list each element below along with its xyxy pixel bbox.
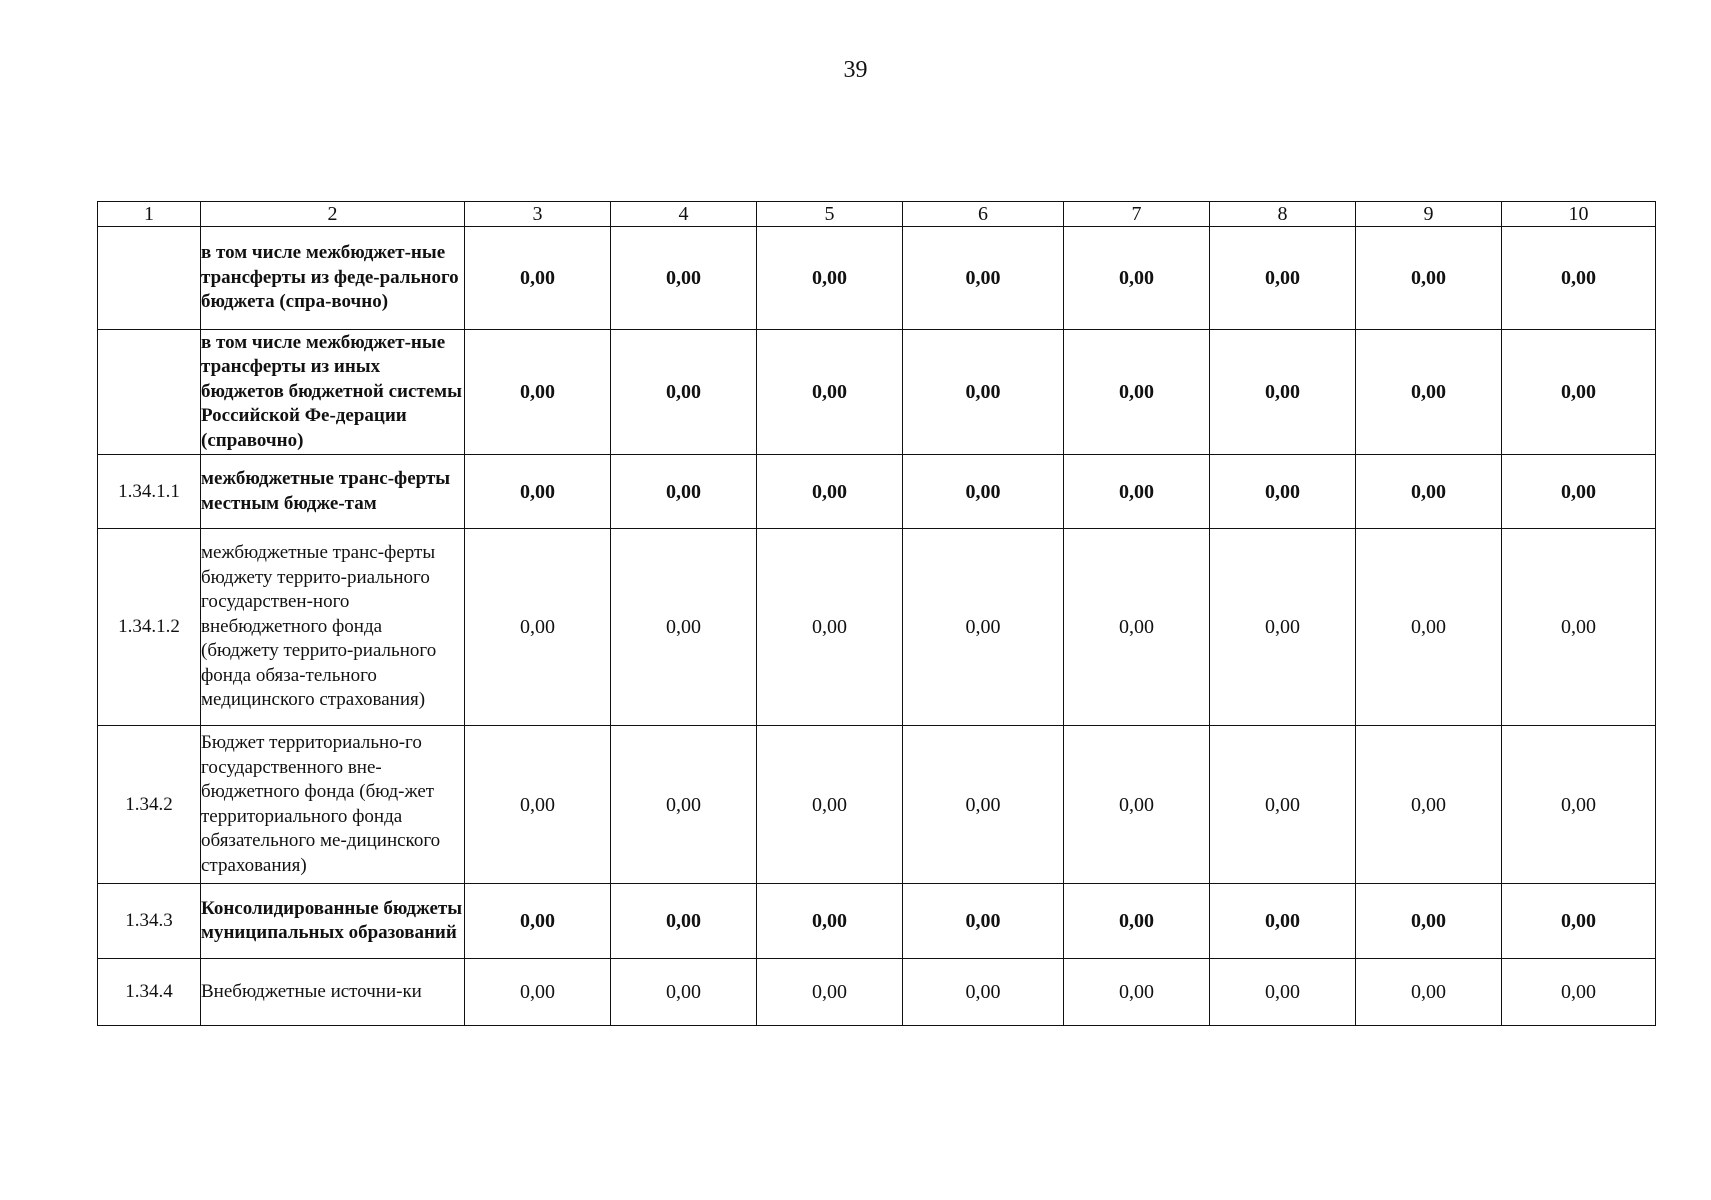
column-number-header: 4 [611,202,757,227]
value-cell: 0,00 [465,330,611,455]
table-row [98,884,1656,959]
column-number-header: 5 [757,202,903,227]
value-cell: 0,00 [465,227,611,330]
row-name-cell: Консолидированные бюджеты муниципальных образований [201,884,465,959]
value-cell: 0,00 [1064,529,1210,726]
table-row [98,455,1656,529]
value-cell: 0,00 [1064,959,1210,1026]
value-cell: 0,00 [1210,455,1356,529]
value-cell: 0,00 [465,455,611,529]
row-code-cell: 1.34.1.1 [98,455,201,529]
column-number-header: 3 [465,202,611,227]
value-cell: 0,00 [611,726,757,884]
value-cell: 0,00 [903,330,1064,455]
value-cell: 0,00 [1502,455,1656,529]
row-name-cell: межбюджетные транс-ферты бюджету террито-риального государствен-ного внебюджетного фонда (бюджету террито-риального фонда обяза-тельного медицинского страхования) [201,529,465,726]
column-number-header-row [98,202,1656,227]
value-cell: 0,00 [1356,227,1502,330]
value-cell: 0,00 [757,227,903,330]
value-cell: 0,00 [1356,726,1502,884]
row-name-cell: межбюджетные транс-ферты местным бюдже-там [201,455,465,529]
value-cell: 0,00 [903,455,1064,529]
value-cell: 0,00 [465,959,611,1026]
value-cell: 0,00 [757,529,903,726]
value-cell: 0,00 [465,529,611,726]
value-cell: 0,00 [1356,884,1502,959]
value-cell: 0,00 [1210,884,1356,959]
value-cell: 0,00 [611,330,757,455]
value-cell: 0,00 [757,884,903,959]
value-cell: 0,00 [1210,330,1356,455]
value-cell: 0,00 [465,884,611,959]
row-code-cell: 1.34.3 [98,884,201,959]
value-cell: 0,00 [611,884,757,959]
column-number-header: 6 [903,202,1064,227]
table-row [98,726,1656,884]
value-cell: 0,00 [611,455,757,529]
value-cell: 0,00 [611,959,757,1026]
column-number-header: 9 [1356,202,1502,227]
value-cell: 0,00 [1064,227,1210,330]
row-code-cell [98,227,201,330]
value-cell: 0,00 [1064,455,1210,529]
column-number-header: 10 [1502,202,1656,227]
value-cell: 0,00 [1356,330,1502,455]
column-number-header: 8 [1210,202,1356,227]
budget-table [97,201,1656,1026]
value-cell: 0,00 [611,227,757,330]
value-cell: 0,00 [1502,884,1656,959]
row-code-cell: 1.34.4 [98,959,201,1026]
row-name-cell: Внебюджетные источни-ки [201,959,465,1026]
column-number-header: 2 [201,202,465,227]
table-row [98,227,1656,330]
value-cell: 0,00 [1210,529,1356,726]
value-cell: 0,00 [465,726,611,884]
value-cell: 0,00 [611,529,757,726]
value-cell: 0,00 [1210,227,1356,330]
value-cell: 0,00 [1210,959,1356,1026]
value-cell: 0,00 [1064,884,1210,959]
row-code-cell [98,330,201,455]
value-cell: 0,00 [903,959,1064,1026]
value-cell: 0,00 [1502,959,1656,1026]
table-row [98,330,1656,455]
value-cell: 0,00 [1356,529,1502,726]
value-cell: 0,00 [757,455,903,529]
value-cell: 0,00 [1502,726,1656,884]
column-number-header: 1 [98,202,201,227]
value-cell: 0,00 [1064,330,1210,455]
row-name-cell: в том числе межбюджет-ные трансферты из феде-рального бюджета (спра-вочно) [201,227,465,330]
value-cell: 0,00 [1210,726,1356,884]
value-cell: 0,00 [757,330,903,455]
value-cell: 0,00 [1502,330,1656,455]
value-cell: 0,00 [903,227,1064,330]
value-cell: 0,00 [1356,959,1502,1026]
value-cell: 0,00 [757,726,903,884]
value-cell: 0,00 [903,726,1064,884]
value-cell: 0,00 [903,529,1064,726]
value-cell: 0,00 [1064,726,1210,884]
value-cell: 0,00 [1502,227,1656,330]
row-code-cell: 1.34.2 [98,726,201,884]
table-row [98,529,1656,726]
column-number-header: 7 [1064,202,1210,227]
row-name-cell: Бюджет территориально-го государственного вне-бюджетного фонда (бюд-жет территориального фонда обязательного ме-дицинского страхования) [201,726,465,884]
value-cell: 0,00 [1356,455,1502,529]
value-cell: 0,00 [757,959,903,1026]
value-cell: 0,00 [1502,529,1656,726]
table-row [98,959,1656,1026]
row-name-cell: в том числе межбюджет-ные трансферты из иных бюджетов бюджетной системы Российской Фе-дерации (справочно) [201,330,465,455]
row-code-cell: 1.34.1.2 [98,529,201,726]
value-cell: 0,00 [903,884,1064,959]
page-number: 39 [843,57,868,83]
